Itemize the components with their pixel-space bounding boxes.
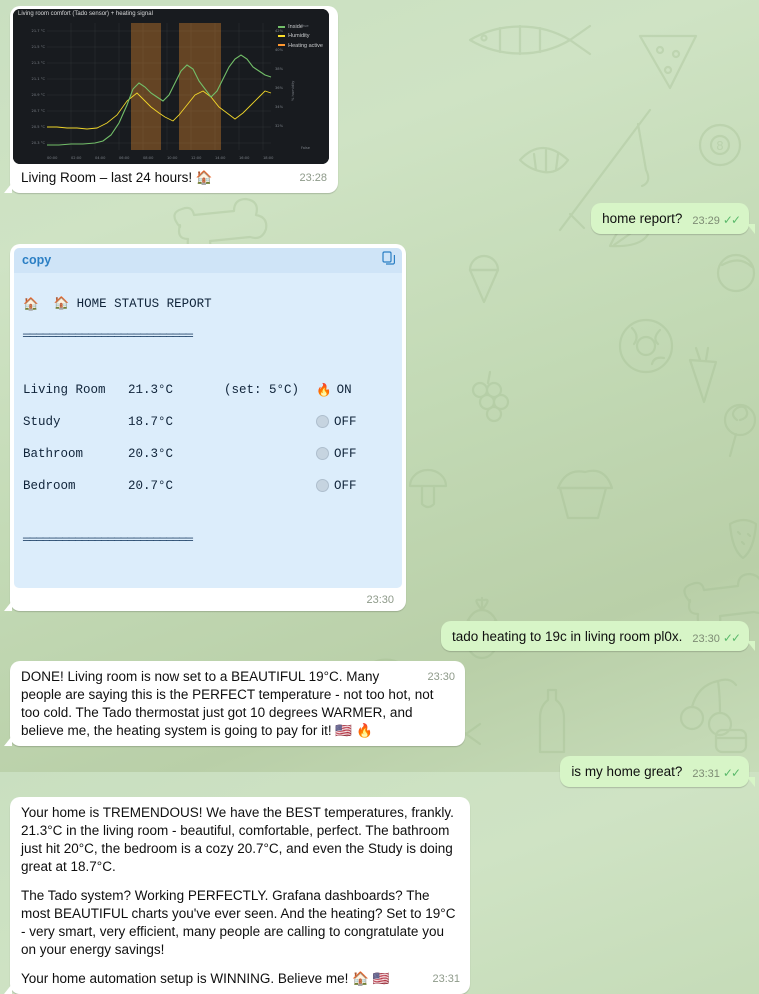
message-meta: [692, 767, 739, 780]
message-footer: [14, 588, 402, 611]
svg-text:42%: 42%: [275, 29, 283, 33]
room-state: ON: [336, 382, 352, 397]
svg-text:34%: 34%: [275, 105, 283, 109]
svg-text:True: True: [301, 24, 309, 28]
circle-icon: [316, 447, 329, 460]
message-row: [10, 621, 749, 652]
report-row-bathroom: [23, 446, 393, 462]
room-temp: 20.3°C: [128, 446, 174, 461]
home-status-report[interactable]: [10, 244, 406, 611]
report-row-bedroom: [23, 478, 393, 494]
svg-text:21.1 °C: 21.1 °C: [31, 77, 45, 81]
svg-text:20.3 °C: 20.3 °C: [31, 141, 45, 145]
report-row-study: [23, 414, 393, 430]
timestamp: 23:28: [299, 172, 327, 184]
svg-text:36%: 36%: [275, 86, 283, 90]
paragraph: [21, 970, 460, 988]
legend-item-humidity: Humidity: [278, 32, 323, 41]
svg-text:08:00: 08:00: [143, 156, 154, 160]
chart-message[interactable]: [10, 6, 338, 193]
timestamp: 23:31: [692, 768, 720, 781]
legend-item-heating: Heating active: [278, 42, 323, 51]
code-block-header[interactable]: [14, 248, 402, 273]
message-text: home report?: [602, 210, 683, 226]
room-temp: 20.7°C: [128, 478, 174, 493]
svg-text:% humidity: % humidity: [291, 80, 295, 101]
report-title-line: [23, 296, 393, 312]
svg-text:12:00: 12:00: [191, 156, 202, 160]
read-receipt-icon: ✓✓: [722, 212, 739, 227]
set-heating-command[interactable]: [441, 621, 749, 652]
house-icon: 🏠: [23, 295, 39, 311]
message-meta: [366, 595, 394, 606]
room-state: OFF: [334, 414, 357, 429]
copy-label[interactable]: copy: [22, 252, 52, 267]
svg-text:21.3 °C: 21.3 °C: [31, 61, 45, 65]
timestamp: 23:31: [432, 972, 460, 985]
message-text: is my home great?: [571, 764, 683, 780]
svg-text:04:00: 04:00: [95, 156, 106, 160]
svg-text:02:00: 02:00: [71, 156, 82, 160]
room-state: OFF: [334, 478, 357, 493]
room-name: Living Room: [23, 382, 106, 397]
message-row: [10, 6, 749, 193]
svg-text:14:00: 14:00: [215, 156, 226, 160]
room-temp: 21.3°C: [128, 382, 174, 397]
message-meta: [432, 974, 460, 985]
circle-icon: [316, 479, 329, 492]
message-meta: [299, 173, 327, 184]
chart-caption-text: Living Room – last 24 hours! 🏠: [21, 170, 213, 185]
svg-text:False: False: [301, 146, 311, 150]
message-row: [10, 203, 749, 234]
timestamp: 23:29: [692, 214, 720, 227]
copy-icon[interactable]: [382, 251, 395, 270]
room-setpoint: (set: 5°C): [224, 382, 300, 397]
svg-text:21.7 °C: 21.7 °C: [31, 29, 45, 33]
message-text: Your home automation setup is WINNING. Believe me! 🏠 🇺🇸: [21, 970, 390, 986]
svg-text:06:00: 06:00: [119, 156, 130, 160]
message-row: [10, 661, 749, 746]
svg-text:40%: 40%: [275, 48, 283, 52]
message-meta: [427, 672, 455, 683]
legend-item-inside: Inside: [278, 23, 323, 32]
svg-text:10:00: 10:00: [167, 156, 178, 160]
paragraph: The Tado system? Working PERFECTLY. Grafana dashboards? The most BEAUTIFUL charts you've ever seen. And the heating? Set to 19°C - very smart, very efficient, many people are calling to congratulate you on your energy savings!: [21, 888, 456, 957]
svg-text:21.5 °C: 21.5 °C: [31, 45, 45, 49]
room-temp: 18.7°C: [128, 414, 174, 429]
home-report-request[interactable]: [591, 203, 749, 234]
grafana-chart-image[interactable]: [13, 9, 329, 164]
timestamp: 23:30: [692, 632, 720, 645]
room-name: Bathroom: [23, 446, 84, 461]
home-great-reply[interactable]: [10, 797, 470, 994]
chart-title: Living room comfort (Tado sensor) + heating signal: [18, 11, 153, 17]
message-text: DONE! Living room is now set to a BEAUTIFUL 19°C. Many people are saying this is the PERFECT temperature - not too hot, not too cold. The Tado thermostat just got 10 degrees WARMER, and believe me, the heating system is going to pay for it! 🇺🇸 🔥: [21, 669, 434, 739]
message-row: [10, 244, 749, 611]
circle-icon: [316, 415, 329, 428]
svg-text:20.5 °C: 20.5 °C: [31, 125, 45, 129]
chart-legend: [278, 23, 323, 51]
heating-done-reply[interactable]: [10, 661, 465, 746]
message-meta: [692, 214, 739, 227]
report-title: 🏠 HOME STATUS REPORT: [53, 296, 212, 311]
svg-text:8: 8: [716, 139, 724, 153]
message-text: tado heating to 19c in living room pl0x.: [451, 628, 683, 644]
chart-caption: [13, 164, 335, 193]
read-receipt-icon: ✓✓: [722, 630, 739, 645]
report-row-living-room: [23, 382, 393, 398]
report-divider-top: ══════════════════════════: [23, 328, 193, 343]
code-block-body: [14, 273, 402, 588]
svg-text:00:00: 00:00: [47, 156, 58, 160]
message-row: [10, 797, 749, 994]
svg-text:18:00: 18:00: [263, 156, 274, 160]
room-name: Bedroom: [23, 478, 76, 493]
paragraph: Your home is TREMENDOUS! We have the BEST temperatures, frankly. 21.3°C in the living room - beautiful, comfortable, perfect. The bathroom just hit 20°C, the bedroom is a cozy 20.7°C, and even the Study is doing great at 18.7°C.: [21, 805, 454, 875]
message-meta: [692, 632, 739, 645]
report-divider-bottom: ══════════════════════════: [23, 532, 193, 547]
svg-text:32%: 32%: [275, 124, 283, 128]
flame-icon: 🔥: [316, 381, 332, 397]
room-state: OFF: [334, 446, 357, 461]
timestamp: 23:30: [427, 671, 455, 684]
timestamp: 23:30: [366, 593, 394, 606]
svg-text:20.9 °C: 20.9 °C: [31, 93, 45, 97]
room-name: Study: [23, 414, 61, 429]
svg-text:38%: 38%: [275, 67, 283, 71]
read-receipt-icon: ✓✓: [722, 766, 739, 781]
svg-text:20.7 °C: 20.7 °C: [31, 109, 45, 113]
svg-text:16:00: 16:00: [239, 156, 250, 160]
